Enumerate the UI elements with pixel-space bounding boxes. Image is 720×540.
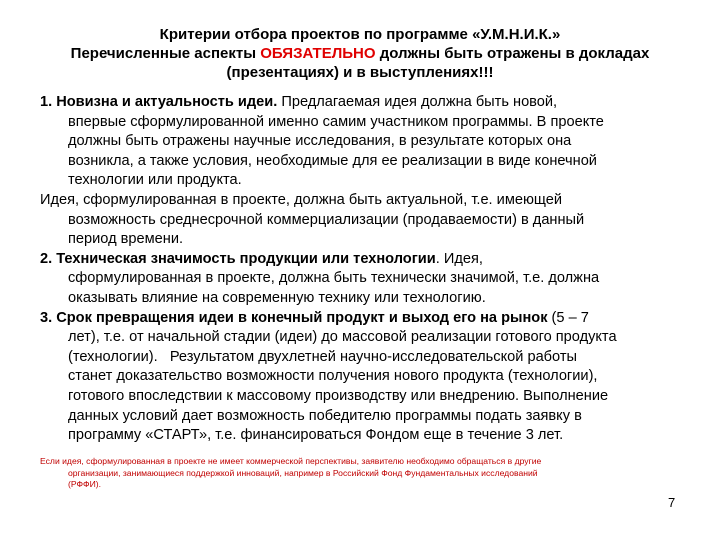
- criterion-technical: [40, 250, 700, 309]
- text: . Идея,: [435, 250, 483, 267]
- text-line: возможность среднесрочной коммерциализации (продаваемости) в данный: [68, 211, 585, 228]
- emphasis-required: ОБЯЗАТЕЛЬНО: [260, 45, 376, 62]
- text-line: данных условий дает возможность победителю программы подать заявку в: [68, 407, 582, 424]
- criterion-relevance: [40, 191, 700, 250]
- criterion-timeline: [40, 309, 700, 446]
- text-line: оказывать влияние на современную технику или технологию.: [68, 289, 486, 306]
- slide-title: [0, 25, 720, 82]
- text: Предлагаемая идея должна быть новой,: [277, 94, 558, 110]
- text-line: период времени.: [68, 231, 184, 248]
- text-line: организации, занимающиеся поддержкой инноваций, например в Российский Фонд Фундаментальных исследований: [68, 467, 538, 478]
- text-line: лет), т.е. от начальной стадии (идеи) до массовой реализации готового продукта: [68, 329, 617, 346]
- text-line: готового впоследствии к массовому производству или внедрению. Выполнение: [68, 387, 609, 404]
- text-line: должны быть отражены научные исследования, в результате которых она: [68, 133, 572, 150]
- criterion-heading: 2. Техническая значимость продукции или технологии: [40, 250, 436, 267]
- text: (5 – 7: [547, 309, 589, 326]
- title-text: должны быть отражены в докладах: [375, 45, 650, 62]
- text-line: Идея, сформулированная в проекте, должна быть актуальной, т.е. имеющей: [40, 191, 563, 208]
- text-line: возникла, а также условия, необходимые для ее реализации в виде конечной: [68, 152, 597, 169]
- title-line-1: Критерии отбора проектов по программе «У.М.Н.И.К.»: [159, 26, 561, 43]
- criterion-heading: 3. Срок превращения идеи в конечный продукт и выход его на рынок: [40, 309, 548, 326]
- title-line-2: [0, 44, 720, 63]
- title-text: Перечисленные аспекты: [70, 45, 261, 62]
- page-number: 7: [668, 495, 676, 510]
- text-line: технологии или продукта.: [68, 172, 242, 189]
- text-line: программу «СТАРТ», т.е. финансироваться Фондом еще в течение 3 лет.: [68, 427, 564, 444]
- footnote: [40, 456, 690, 491]
- text-line: станет доказательство возможности получения нового продукта (технологии),: [68, 368, 598, 385]
- text-line: Если идея, сформулированная в проекте не имеет коммерческой перспективы, заявителю необходимо обращаться в другие: [40, 456, 542, 466]
- title-line-3: (презентациях) и в выступлениях!!!: [226, 64, 494, 81]
- text-line: сформулированная в проекте, должна быть технически значимой, т.е. должна: [68, 270, 600, 287]
- criterion-novelty: [40, 93, 700, 191]
- text-line: (технологии). Результатом двухлетней научно-исследовательской работы: [68, 348, 578, 365]
- criterion-heading: 1. Новизна и актуальность идеи.: [40, 94, 278, 110]
- text-line: (РФФИ).: [68, 479, 101, 489]
- criteria-list: [40, 93, 700, 446]
- text-line: впервые сформулированной именно самим участником программы. В проекте: [68, 113, 604, 130]
